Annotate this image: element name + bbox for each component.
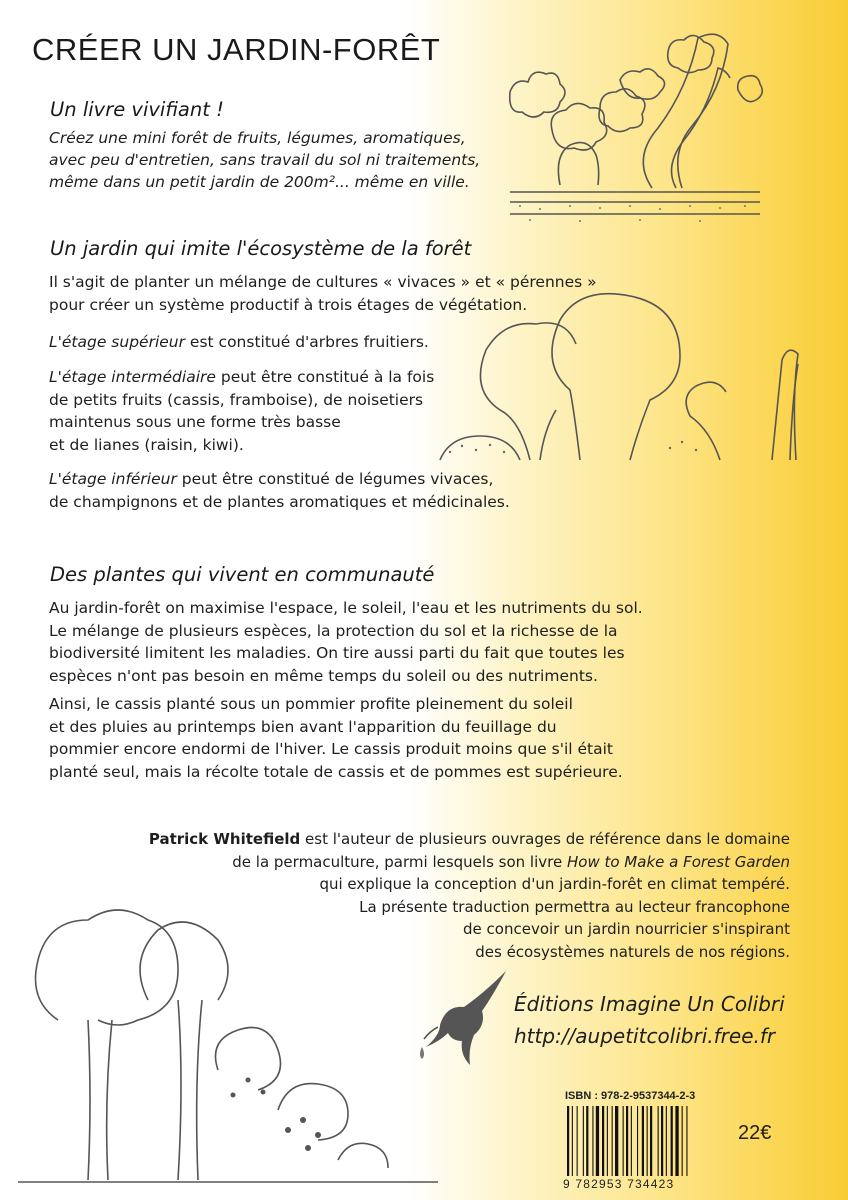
author-line2: de la permaculture, parmi lesquels son livre [232, 852, 567, 871]
middle-layer-term: L'étage intermédiaire [49, 368, 216, 386]
middle-layer-text [49, 366, 434, 456]
para2-line: pommier encore endormi de l'hiver. Le cassis produit moins que s'il était [49, 740, 613, 758]
garden-layers-illustration [500, 20, 770, 230]
para2-line: planté seul, mais la récolte totale de cassis et de pommes est supérieure. [49, 762, 623, 781]
middle-layer-line: de petits fruits (cassis, framboise), de noisetiers [49, 390, 424, 409]
middle-layer-line: maintenus sous une forme très basse [49, 413, 341, 431]
author-line: qui explique la conception d'un jardin-forêt en climat tempéré. [319, 875, 790, 893]
author-line: des écosystèmes naturels de nos régions. [475, 942, 790, 961]
section2-intro-line: pour créer un système productif à trois étages de végétation. [49, 295, 528, 314]
middle-layer-line: et de lianes (raisin, kiwi). [49, 435, 244, 454]
isbn-label: ISBN : 978-2-9537344-2-3 [565, 1090, 696, 1102]
section1-line: même dans un petit jardin de 200m²... même en ville. [49, 173, 470, 191]
author-line1: est l'auteur de plusieurs ouvrages de référence dans le domaine [300, 830, 790, 848]
para2-line: et des pluies au printemps bien avant l'apparition du feuillage du [49, 717, 557, 736]
forest-illustration [18, 880, 438, 1190]
section1-heading: Un livre vivifiant ! [50, 98, 224, 121]
section3-para1 [49, 597, 643, 687]
para1-line: Au jardin-forêt on maximise l'espace, le soleil, l'eau et les nutriments du sol. [49, 599, 643, 617]
author-line: La présente traduction permettra au lecteur francophone [359, 897, 790, 916]
lower-layer-term: L'étage inférieur [49, 470, 177, 488]
book-reference: How to Make a Forest Garden [566, 852, 790, 871]
lower-layer-text [49, 468, 510, 513]
para1-line: espèces n'ont pas besoin en même temps du soleil ou des nutriments. [49, 666, 598, 685]
barcode-number: 9 782953 734423 [563, 1177, 675, 1191]
section3-para2 [49, 693, 623, 783]
author-name: Patrick Whitefield [148, 830, 301, 848]
section1-line: avec peu d'entretien, sans travail du sol ni traitements, [49, 151, 481, 169]
upper-layer-term: L'étage supérieur [49, 333, 185, 351]
para2-line: Ainsi, le cassis planté sous un pommier profite pleinement du soleil [49, 695, 573, 713]
section3-heading: Des plantes qui vivent en communauté [50, 563, 435, 586]
para1-line: Le mélange de plusieurs espèces, la protection du sol et la richesse de la [49, 621, 618, 640]
section1-line: Créez une mini forêt de fruits, légumes, aromatiques, [49, 129, 466, 147]
upper-layer-desc: est constitué d'arbres fruitiers. [185, 333, 429, 351]
barcode [563, 1106, 723, 1176]
para1-line: biodiversité limitent les maladies. On tire aussi parti du fait que toutes les [49, 644, 625, 662]
lower-layer-desc: peut être constitué de légumes vivaces, [176, 470, 494, 488]
lower-layer-line: de champignons et de plantes aromatiques et médicinales. [49, 492, 510, 511]
publisher-name: Éditions Imagine Un Colibri [514, 992, 785, 1016]
hummingbird-icon [400, 965, 510, 1065]
section1-text [49, 127, 480, 193]
trees-illustration [420, 290, 820, 465]
publisher-block [514, 988, 785, 1052]
section2-intro-line: Il s'agit de planter un mélange de cultures « vivaces » et « pérennes » [49, 273, 597, 291]
upper-layer-text [49, 331, 429, 354]
author-line: de concevoir un jardin nourricier s'inspirant [463, 920, 790, 938]
middle-layer-desc: peut être constitué à la fois [215, 368, 435, 386]
section2-heading: Un jardin qui imite l'écosystème de la forêt [50, 237, 472, 260]
price: 22€ [738, 1122, 772, 1144]
publisher-url[interactable]: http://aupetitcolibri.free.fr [514, 1024, 776, 1048]
book-title: CRÉER UN JARDIN-FORÊT [32, 32, 441, 67]
